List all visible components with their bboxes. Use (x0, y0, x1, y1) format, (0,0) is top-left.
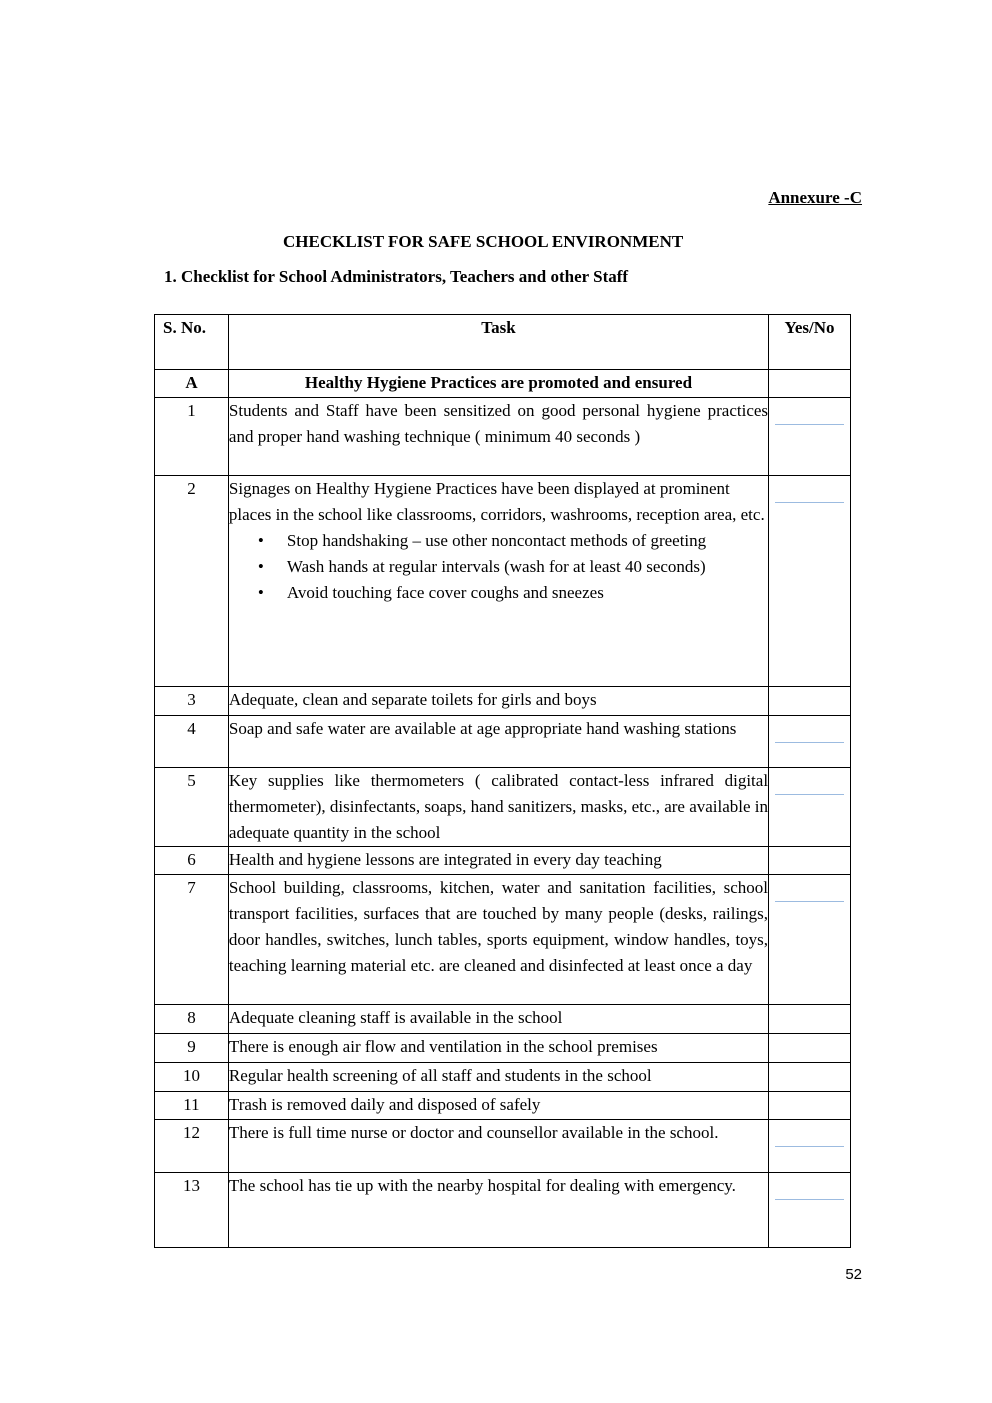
bullet-item: • Wash hands at regular intervals (wash for at least 40 seconds) (287, 554, 768, 580)
row-task: Adequate cleaning staff is available in the school (228, 1005, 768, 1034)
table-row (155, 1173, 851, 1248)
answer-line (775, 794, 844, 795)
row-task: The school has tie up with the nearby hospital for dealing with emergency. (228, 1173, 768, 1248)
table-row (155, 847, 851, 875)
answer-line (775, 424, 844, 425)
header-sno: S. No. (155, 315, 229, 370)
yes-no-cell[interactable] (769, 847, 851, 875)
yes-no-cell[interactable] (769, 1092, 851, 1120)
yes-no-cell[interactable] (769, 1034, 851, 1063)
row-task: Key supplies like thermometers ( calibrated contact-less infrared digital thermometer), disinfectants, soaps, hand sanitizers, masks, etc., are available in adequate quantity in the school (228, 768, 768, 847)
yes-no-cell[interactable] (769, 1173, 851, 1248)
bullet-item: • Stop handshaking – use other noncontact methods of greeting (287, 528, 768, 554)
yes-no-cell[interactable] (769, 370, 851, 398)
section-label: Healthy Hygiene Practices are promoted and ensured (228, 370, 768, 398)
row-task: School building, classrooms, kitchen, water and sanitation facilities, school transport facilities, surfaces that are touched by many people (desks, railings, door handles, switches, lunch tables, sports equipment, window handles, toys, teaching learning material etc. are cleaned and disinfected at least once a day (228, 875, 768, 1005)
row-number: 10 (155, 1063, 229, 1092)
row-number: 5 (155, 768, 229, 847)
table-row (155, 1034, 851, 1063)
section-heading (164, 267, 628, 287)
table-header-row (155, 315, 851, 370)
row-task: Soap and safe water are available at age appropriate hand washing stations (228, 716, 768, 768)
row-task: Students and Staff have been sensitized on good personal hygiene practices and proper hand washing technique ( minimum 40 seconds ) (228, 398, 768, 476)
bullet-list (229, 528, 768, 606)
row-task: There is full time nurse or doctor and counsellor available in the school. (228, 1120, 768, 1173)
row-number: 4 (155, 716, 229, 768)
bullet-item: • Avoid touching face cover coughs and sneezes (287, 580, 768, 606)
checklist-table (154, 314, 851, 1248)
yes-no-cell[interactable] (769, 875, 851, 1005)
page-number: 52 (845, 1266, 862, 1283)
row-number: 9 (155, 1034, 229, 1063)
annexure-label: Annexure -C (768, 188, 862, 207)
row-task-with-bullets (228, 476, 768, 687)
table-row (155, 768, 851, 847)
header-yes-no: Yes/No (769, 315, 851, 370)
table-row (155, 1092, 851, 1120)
answer-line (775, 1146, 844, 1147)
yes-no-cell[interactable] (769, 1120, 851, 1173)
row-task: There is enough air flow and ventilation in the school premises (228, 1034, 768, 1063)
table-row (155, 476, 851, 687)
row-number: 3 (155, 687, 229, 716)
row-task: Signages on Healthy Hygiene Practices have been displayed at prominent places in the school like classrooms, corridors, washrooms, reception area, etc. (228, 479, 765, 524)
table-row (155, 1120, 851, 1173)
section-id: A (155, 370, 229, 398)
section-number: 1 (164, 267, 173, 286)
answer-line (775, 502, 844, 503)
row-task: Trash is removed daily and disposed of safely (228, 1092, 768, 1120)
section-title-text: . Checklist for School Administrators, Teachers and other Staff (172, 267, 629, 286)
table-row (155, 398, 851, 476)
table-row (155, 875, 851, 1005)
table-row (155, 1005, 851, 1034)
answer-line (775, 901, 844, 902)
row-number: 8 (155, 1005, 229, 1034)
row-number: 11 (155, 1092, 229, 1120)
row-number: 6 (155, 847, 229, 875)
answer-line (775, 742, 844, 743)
row-task: Health and hygiene lessons are integrated in every day teaching (228, 847, 768, 875)
row-number: 2 (155, 476, 229, 687)
yes-no-cell[interactable] (769, 716, 851, 768)
table-row (155, 716, 851, 768)
table-row (155, 1063, 851, 1092)
yes-no-cell[interactable] (769, 687, 851, 716)
header-task: Task (228, 315, 768, 370)
table-row (155, 687, 851, 716)
row-number: 12 (155, 1120, 229, 1173)
row-number: 7 (155, 875, 229, 1005)
document-title: CHECKLIST FOR SAFE SCHOOL ENVIRONMENT (283, 232, 684, 251)
row-task: Regular health screening of all staff and students in the school (228, 1063, 768, 1092)
row-task: Adequate, clean and separate toilets for girls and boys (228, 687, 768, 716)
yes-no-cell[interactable] (769, 1063, 851, 1092)
yes-no-cell[interactable] (769, 398, 851, 476)
section-row-a (155, 370, 851, 398)
yes-no-cell[interactable] (769, 1005, 851, 1034)
yes-no-cell[interactable] (769, 476, 851, 687)
row-number: 13 (155, 1173, 229, 1248)
yes-no-cell[interactable] (769, 768, 851, 847)
row-number: 1 (155, 398, 229, 476)
answer-line (775, 1199, 844, 1200)
